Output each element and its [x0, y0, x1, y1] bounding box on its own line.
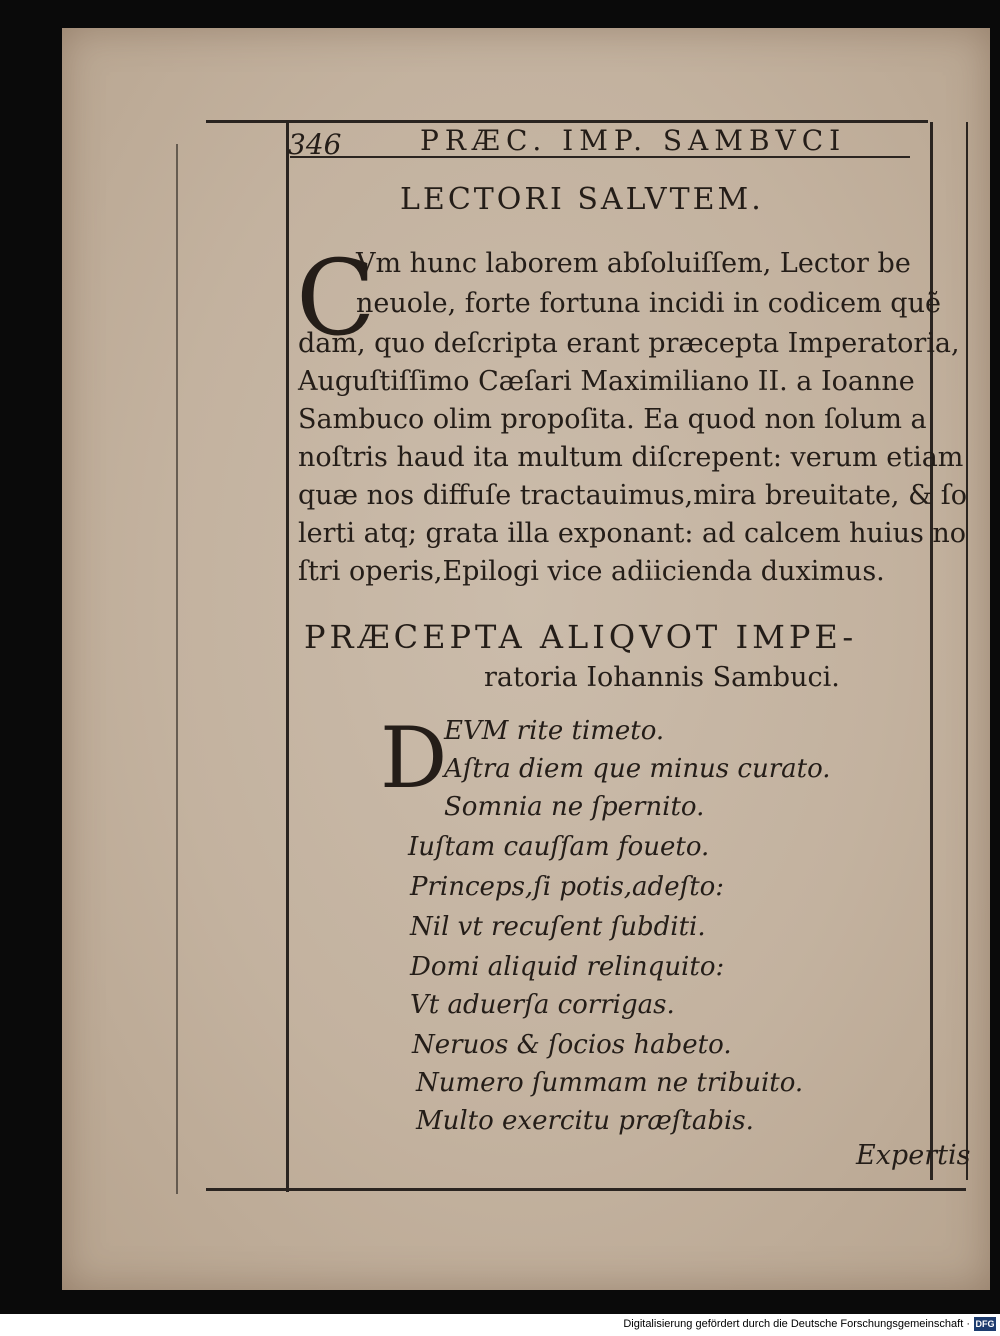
bottom-rule [206, 1188, 966, 1191]
intro-line: noſtris haud ita multum diſcrepent: verum etiam [298, 442, 964, 473]
precept-line: EVM rite timeto. [444, 716, 665, 746]
running-head: PRÆC. IMP. SAMBVCI [420, 124, 847, 157]
precept-line: Nil vt recuſent ſubditi. [410, 912, 706, 942]
precept-line: Iuſtam cauſſam foueto. [408, 832, 710, 862]
right-outer-rule [966, 122, 968, 1180]
intro-line: Vm hunc laborem abſoluiſſem, Lector be [356, 248, 911, 279]
book-page [62, 28, 990, 1290]
intro-line: Auguſtiſſimo Cæſari Maximiliano II. a Ioanne [298, 366, 915, 397]
intro-line: neuole, forte fortuna incidi in codicem quẽ [356, 288, 941, 319]
precept-line: Princeps,ſi potis,adeſto: [410, 872, 725, 902]
precept-line: Vt aduerſa corrigas. [410, 990, 675, 1020]
right-frame-rule [930, 122, 933, 1180]
intro-line: ſtri operis,Epilogi vice adiicienda duximus. [298, 556, 885, 587]
intro-line: Sambuco olim propoſita. Ea quod non ſolum a [298, 404, 927, 435]
precept-line: Numero ſummam ne tribuito. [416, 1068, 804, 1098]
page-number: 346 [288, 128, 342, 161]
section-heading: LECTORI SALVTEM. [400, 182, 764, 217]
precept-line: Multo exercitu præſtabis. [416, 1106, 754, 1136]
top-double-rule [206, 120, 928, 123]
subheading-line-2: ratoria Iohannis Sambuci. [484, 662, 840, 693]
precept-line: Neruos & ſocios habeto. [412, 1030, 732, 1060]
intro-line: dam, quo deſcripta erant præcepta Imperatoria, [298, 328, 960, 359]
precept-line: Domi aliquid relinquito: [410, 952, 725, 982]
catchword: Expertis [856, 1140, 971, 1171]
dfg-logo: DFG [975, 1319, 995, 1329]
precept-line: Aſtra diem que minus curato. [444, 754, 831, 784]
intro-line: lerti atq; grata illa exponant: ad calcem huius no [298, 518, 967, 549]
left-frame-rule [286, 120, 289, 1192]
precept-line: Somnia ne ſpernito. [444, 792, 705, 822]
funding-notice: Digitalisierung gefördert durch die Deutsche Forschungsgemeinschaft · [623, 1318, 970, 1330]
left-outer-mark [176, 144, 178, 1194]
intro-line: quæ nos diffuſe tractauimus,mira breuitate, & ſo [298, 480, 967, 511]
dropcap-d: D [380, 709, 448, 807]
dropcap-c: C [296, 237, 376, 359]
subheading-line-1: PRÆCEPTA ALIQVOT IMPE- [304, 618, 858, 656]
